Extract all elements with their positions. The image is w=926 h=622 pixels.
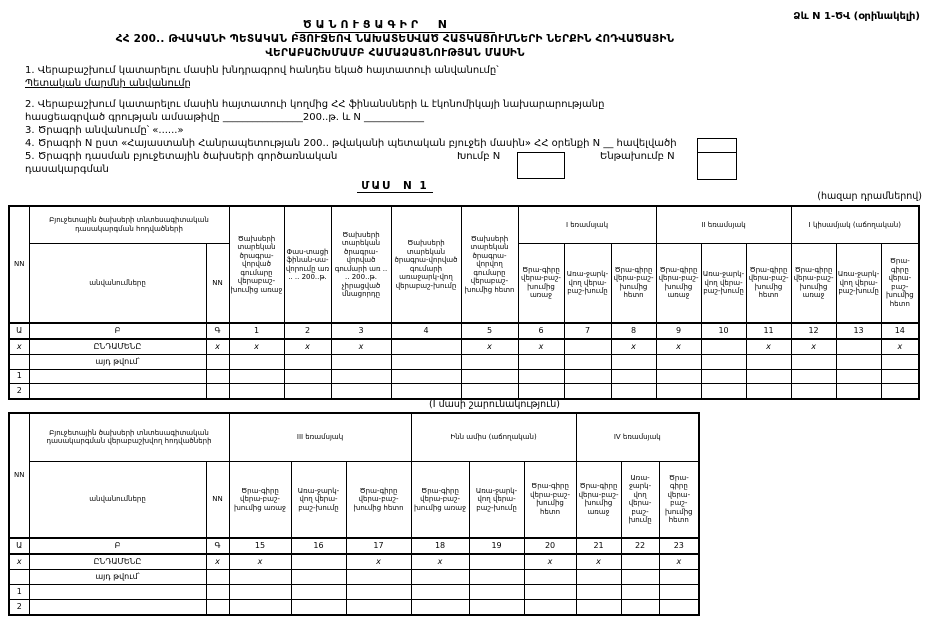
t1-h1-before: Ծրա-գիրը վերա-բաշ-խումից առաջ [791,243,836,323]
cell [331,370,391,384]
cell [411,600,469,616]
item-1-line-1: 1. Վերաբաշխում կատարելու մասին խնդրագրով հանդես եկած հայտատուի անվանումը՝ [25,65,499,76]
t1-q1-before: Ծրա-գիրը վերա-բաշ-խումից առաջ [518,243,564,323]
t2-header-articles: Բյուջետային ծախսերի տնտեսագիտական դասակարգման վերաբաշխվող հոդվածների [29,413,229,461]
item-2-line-2: հասցեագրված գրության ամսաթիվը ________________200..թ. և N ____________ [25,112,425,123]
t1-q2-after: Ծրա-գիրը վերա-բաշ-խումից հետո [746,243,791,323]
cell [291,585,346,600]
units-note: (հազար դրամներով) [817,191,922,202]
t2-header-nn2: NN [206,461,229,538]
cell [469,600,524,616]
cell [656,384,701,400]
t1-breakdown-row [9,355,919,370]
t1-q1-proposed: Առա-ջարկ-վող վերա-բաշ-խումը [564,243,611,323]
t1-breakdown-label: այդ թվում՝ [29,355,206,370]
cell [621,600,659,616]
cell [611,384,656,400]
t1-group-q1: I եռամսյակ [518,206,656,243]
cell [701,355,746,370]
cell [836,384,881,400]
t1-q2-proposed: Առա-ջարկ-վող վերա-բաշ-խումը [701,243,746,323]
cell [229,600,291,616]
t2-index-20: 20 [524,538,576,554]
cell: x [791,339,836,355]
cell: x [229,554,291,570]
t1-total-label: ԸՆԴԱՄԵՆԸ [29,339,206,355]
t2-index-16: 16 [291,538,346,554]
group-number-label: Խումբ N [457,151,501,162]
part1-table [8,205,920,400]
cell [659,570,699,585]
t1-h1-after: Ծրա-գիրը վերա-բաշ-խումից հետո [881,243,919,323]
cell [518,355,564,370]
t2-index-23: 23 [659,538,699,554]
cell [206,600,229,616]
cell [469,554,524,570]
t1-row-2-number: 2 [9,384,29,400]
cell [469,570,524,585]
cell: x [461,339,518,355]
t2-q4-before: Ծրա-գիրը վերա-բաշ-խումից առաջ [576,461,621,538]
t1-header-nn: NN [9,206,29,323]
cell: x [746,339,791,355]
cell [331,355,391,370]
t2-index-row [9,538,699,554]
t1-index-5: 5 [461,323,518,339]
cell: x [524,554,576,570]
t1-index-3: 3 [331,323,391,339]
cell [746,370,791,384]
form-code: Ձև N 1-ԾՎ (օրինակելի) [793,11,920,22]
t1-header-col4: Ծախսերի տարեկան ծրագրա-վորված գումարի առաջարկ-վող վերաբաշ-խումը [391,206,461,323]
t1-total-row [9,339,919,355]
t1-index-b: Բ [29,323,206,339]
cell [564,355,611,370]
cell [206,384,229,400]
cell [284,370,331,384]
t2-q3-before: Ծրա-գիրը վերա-բաշ-խումից առաջ [229,461,291,538]
cell [611,355,656,370]
subgroup-number-label: Ենթախումբ N [600,151,675,162]
cell: x [611,339,656,355]
cell [576,570,621,585]
t2-q3-after: Ծրա-գիրը վերա-բաշ-խումից հետո [346,461,411,538]
cell: x [576,554,621,570]
item-3: 3. Ծրագրի անվանումը՝ «......» [25,125,184,136]
t2-index-22: 22 [621,538,659,554]
t2-group-q4: IV եռամսյակ [576,413,699,461]
form-subtitle-line1: ՀՀ 200.. ԹՎԱԿԱՆԻ ՊԵՏԱԿԱՆ ԲՅՈՒՋԵՈՎ ՆԱԽԱՏԵՍՎԱԾ ՀԱՏԿԱՑՈՒՄՆԵՐԻ ՆԵՐՔԻՆ ՀՈԴՎԱԾԱՅԻՆ [115,33,675,45]
t1-index-row [9,323,919,339]
t1-index-7: 7 [564,323,611,339]
t2-row-2-number: 2 [9,600,29,616]
cell: x [659,554,699,570]
t1-total-g: x [206,339,229,355]
cell [291,554,346,570]
t1-index-2: 2 [284,323,331,339]
cell [346,570,411,585]
t1-q2-before: Ծրա-գիրը վերա-բաշ-խումից առաջ [656,243,701,323]
t1-header-nn2: NN [206,243,229,323]
cell [229,355,284,370]
t2-index-18: 18 [411,538,469,554]
form-subtitle-line2: ՎԵՐԱԲԱՇԽՄԱՄԲ ՀԱՄԱՁԱՅՆՈՒԹՅԱՆ ՄԱՍԻՆ [265,47,525,59]
cell [461,355,518,370]
t1-index-9: 9 [656,323,701,339]
cell [881,384,919,400]
t2-index-21: 21 [576,538,621,554]
cell [524,570,576,585]
cell [611,370,656,384]
cell [564,384,611,400]
cell: x [881,339,919,355]
t2-row-1-number: 1 [9,585,29,600]
cell [881,370,919,384]
cell [656,370,701,384]
t1-index-12: 12 [791,323,836,339]
cell [206,570,229,585]
cell [836,339,881,355]
form-title [0,18,790,31]
cell [701,370,746,384]
cell [791,384,836,400]
cell [29,370,206,384]
t2-9m-after: Ծրա-գիրը վերա-բաշ-խումից հետո [524,461,576,538]
t2-index-b: Բ [29,538,206,554]
part-1-heading-text: ՄԱՍ N 1 [357,180,432,193]
t1-row-1 [9,370,919,384]
t2-row-1 [9,585,699,600]
t1-header-names: անվանումները [29,243,206,323]
cell [836,370,881,384]
t2-group-9m: Ինն ամիս (աճողական) [411,413,576,461]
cell [346,585,411,600]
t1-q1-after: Ծրա-գիրը վերա-բաշ-խումից հետո [611,243,656,323]
cell [291,570,346,585]
t2-header-nn: NN [9,413,29,538]
part1-continuation-note: (I մասի շարունակություն) [429,399,560,410]
item-5-row [25,150,905,163]
cell [524,600,576,616]
subgroup-box-divider [698,152,736,153]
cell [518,370,564,384]
cell: x [411,554,469,570]
cell [791,355,836,370]
cell [29,585,206,600]
part1-continuation-table [8,412,700,616]
cell: x [331,339,391,355]
t2-index-17: 17 [346,538,411,554]
t1-index-11: 11 [746,323,791,339]
t2-total-label: ԸՆԴԱՄԵՆԸ [29,554,206,570]
cell [469,585,524,600]
cell [229,585,291,600]
cell [9,570,29,585]
t2-total-g: x [206,554,229,570]
t1-index-10: 10 [701,323,746,339]
cell [291,600,346,616]
cell [836,355,881,370]
cell [461,384,518,400]
cell [229,384,284,400]
t1-group-q2: II եռամսյակ [656,206,791,243]
t1-total-a: x [9,339,29,355]
cell [746,384,791,400]
cell [564,370,611,384]
cell [29,600,206,616]
t1-header-col5: Ծախսերի տարեկան ծրագրա-վորվող գումարը վերաբաշ-խումից հետո [461,206,518,323]
item-1-underlined-value: Պետական մարմնի անվանումը [25,78,191,89]
part-1-heading [0,180,790,192]
subgroup-number-box [697,138,737,180]
cell [284,355,331,370]
cell [746,355,791,370]
cell: x [346,554,411,570]
t2-index-g: Գ [206,538,229,554]
cell: x [518,339,564,355]
cell [659,600,699,616]
t2-total-a: x [9,554,29,570]
group-number-box [517,152,565,179]
cell [391,370,461,384]
cell [284,384,331,400]
t2-q3-proposed: Առա-ջարկ-վող վերա-բաշ-խումը [291,461,346,538]
cell [701,384,746,400]
t1-index-6: 6 [518,323,564,339]
item-4: 4. Ծրագրի N ըստ «Հայաստանի Հանրապետության 200.. թվականի պետական բյուջեի մասին» ՀՀ օրենքի N __ հավելվածի [25,138,677,149]
t1-index-g: Գ [206,323,229,339]
t1-header-col1: Ծախսերի տարեկան ծրագրա-վորված գումարը վերաբաշ-խումից առաջ [229,206,284,323]
t1-header-col3: Ծախսերի տարեկան ծրագրա-վորված գումարի առ .. .. 200..թ. չիրացված մնացորդը [331,206,391,323]
form-items [25,64,905,176]
cell [411,585,469,600]
t2-group-q3: III եռամսյակ [229,413,411,461]
cell [701,339,746,355]
t1-index-14: 14 [881,323,919,339]
t2-breakdown-row [9,570,699,585]
cell [576,600,621,616]
t2-q4-proposed: Առա-ջարկ-վող վերա-բաշ-խումը [621,461,659,538]
cell [229,570,291,585]
cell [9,355,29,370]
t1-h1-proposed: Առա-ջարկ-վող վերա-բաշ-խումը [836,243,881,323]
cell: x [284,339,331,355]
cell [206,370,229,384]
t2-breakdown-label: այդ թվում՝ [29,570,206,585]
cell [411,570,469,585]
cell [659,585,699,600]
t1-group-h1: I կիսամյակ (աճողական) [791,206,919,243]
t1-row-2 [9,384,919,400]
item-5-line-2: դասակարգման [25,164,109,175]
cell [576,585,621,600]
t2-row-2 [9,600,699,616]
cell [229,370,284,384]
cell [518,384,564,400]
cell [391,339,461,355]
t2-header-names: անվանումները [29,461,206,538]
cell [206,585,229,600]
t2-index-15: 15 [229,538,291,554]
cell [391,355,461,370]
t1-index-a: Ա [9,323,29,339]
cell [206,355,229,370]
cell [791,370,836,384]
t2-9m-before: Ծրա-գիրը վերա-բաշ-խումից առաջ [411,461,469,538]
t2-total-row [9,554,699,570]
t2-index-a: Ա [9,538,29,554]
cell [621,585,659,600]
t1-index-8: 8 [611,323,656,339]
t1-row-1-number: 1 [9,370,29,384]
item-2-line-1: 2. Վերաբաշխում կատարելու մասին հայտատուի կողմից ՀՀ ֆինանսների և էկոնոմիկայի նախարարությանը [25,99,605,110]
cell [346,600,411,616]
form-title-text: ԾԱՆՈՒՑԱԳԻՐ N [295,18,495,33]
t1-index-4: 4 [391,323,461,339]
cell [621,554,659,570]
cell [391,384,461,400]
cell [656,355,701,370]
title-block [0,18,790,59]
t1-index-13: 13 [836,323,881,339]
t2-index-19: 19 [469,538,524,554]
cell: x [229,339,284,355]
cell [524,585,576,600]
cell [29,384,206,400]
t1-index-1: 1 [229,323,284,339]
t2-9m-proposed: Առա-ջարկ-վող վերա-բաշ-խումը [469,461,524,538]
t1-header-articles: Բյուջետային ծախսերի տնտեսագիտական դասակարգման հոդվածների [29,206,229,243]
cell [331,384,391,400]
t2-q4-after: Ծրա-գիրը վերա-բաշ-խումից հետո [659,461,699,538]
cell [621,570,659,585]
cell: x [656,339,701,355]
t1-header-col2: Փաս-տացի ֆինան-սա-վորումը առ .. .. 200..թ. [284,206,331,323]
cell [461,370,518,384]
item-5-line-1: 5. Ծրագրի դասման բյուջետային ծախսերի գործառնական [25,151,338,162]
cell [564,339,611,355]
